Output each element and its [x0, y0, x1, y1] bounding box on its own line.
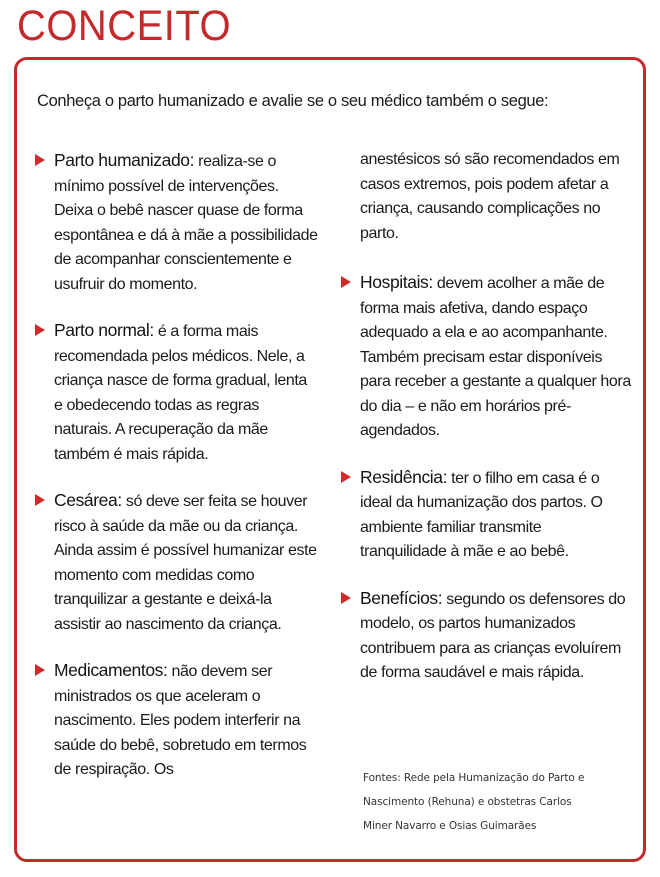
item-text: segundo os defensores do modelo, os partos humanizados contribuem para as crianças evoluírem de forma saudável e mais rápida.: [360, 590, 626, 681]
sources-line-1: Fontes: Rede pela Humanização do Parto e: [363, 772, 585, 784]
columns-container: [17, 148, 643, 804]
list-item: [34, 148, 318, 297]
right-column: [326, 148, 643, 804]
item-text: ter o filho em casa é o ideal da humanização dos partos. O ambiente familiar transmite tranquilidade à mãe e ao bebê.: [360, 469, 603, 560]
item-term: Cesárea:: [54, 490, 122, 510]
item-text: realiza-se o mínimo possível de intervenções. Deixa o bebê nascer quase de forma espontânea e dá à mãe a possibilidade de acompanhar conscientemente e usufruir do momento.: [54, 153, 318, 293]
sources-line-3: Miner Navarro e Osias Guimarães: [363, 820, 537, 832]
list-item: [34, 488, 318, 637]
triangle-right-icon: [35, 154, 45, 166]
page-title: CONCEITO: [17, 2, 232, 50]
content-frame: [14, 57, 646, 862]
triangle-right-icon: [341, 276, 351, 288]
list-item: [34, 658, 318, 783]
item-term: Parto humanizado:: [54, 150, 195, 170]
item-text: é a forma mais recomendada pelos médicos. Nele, a criança nasce de forma gradual, lenta e obedecendo todas as regras naturais. A recuperação da mãe também é mais rápida.: [54, 323, 307, 463]
sources-line-2: Nascimento (Rehuna) e obstetras Carlos: [363, 796, 572, 808]
item-term: Medicamentos:: [54, 660, 168, 680]
item-text: não devem ser ministrados os que aceleram o nascimento. Eles podem interferir na saúde do bebê, sobretudo em termos de respiração. Os: [54, 663, 307, 778]
triangle-right-icon: [341, 592, 351, 604]
item-term: Residência:: [360, 466, 448, 487]
left-column: [17, 148, 326, 804]
triangle-right-icon: [341, 471, 351, 483]
item-text: devem acolher a mãe de forma mais afetiva, dando espaço adequado a ela e ao acompanhante. Também precisam estar disponíveis para receber a gestante a qualquer hora do dia – e não em horários pré-agendados.: [360, 275, 631, 439]
item-text: só deve ser feita se houver risco à saúde da mãe ou da criança. Ainda assim é possível humanizar este momento com medidas como tranquilizar a gestante e deixá-la assistir ao nascimento da criança.: [54, 493, 317, 633]
intro-text: Conheça o parto humanizado e avalie se o seu médico também o segue:: [37, 91, 549, 110]
list-item: [34, 318, 318, 467]
item-text: anestésicos só são recomendados em casos extremos, pois podem afetar a criança, causando complicações no parto.: [360, 151, 620, 242]
sources-note: [363, 766, 625, 838]
item-term: Parto normal:: [54, 320, 154, 340]
list-item-continuation: [340, 148, 631, 246]
triangle-right-icon: [35, 324, 45, 336]
list-item: [340, 586, 631, 686]
title-bar: [17, 2, 247, 52]
item-term: Hospitais:: [360, 272, 433, 292]
triangle-right-icon: [35, 494, 45, 506]
triangle-right-icon: [35, 664, 45, 676]
list-item: [340, 465, 631, 565]
item-term: Benefícios:: [360, 587, 443, 608]
list-item: [340, 270, 631, 444]
